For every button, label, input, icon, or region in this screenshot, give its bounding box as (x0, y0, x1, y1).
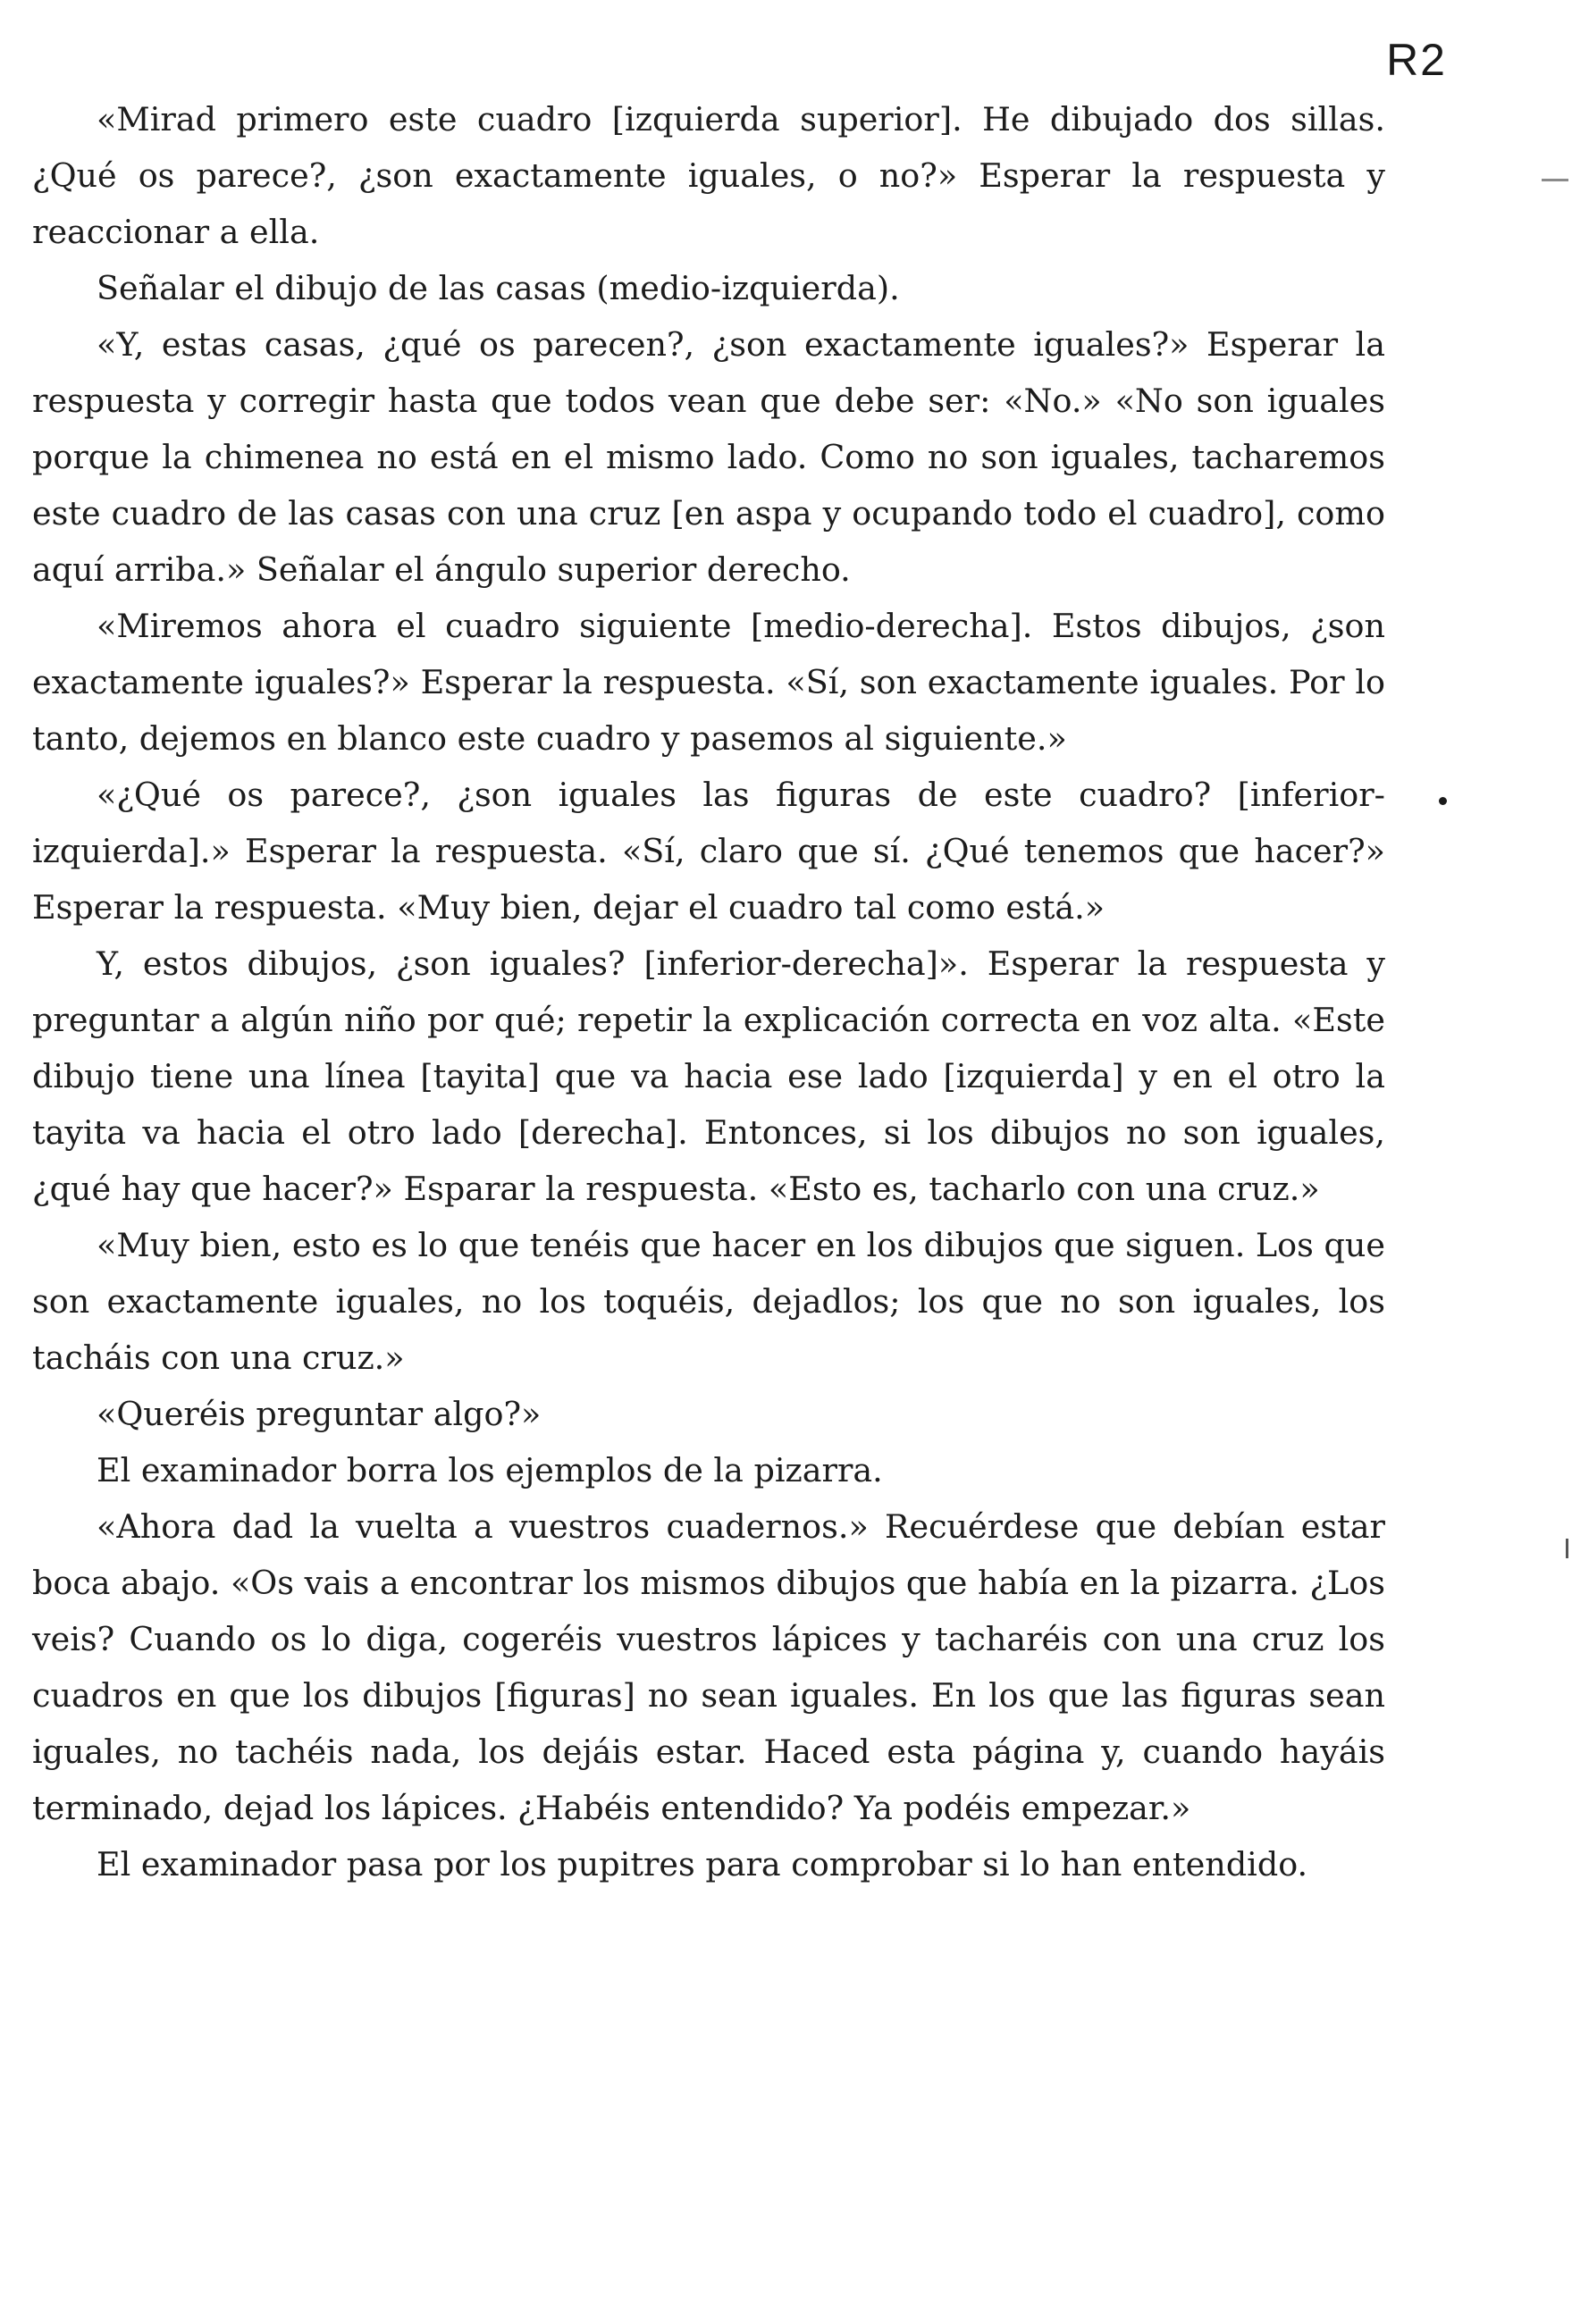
paragraph-9: El examinador borra los ejemplos de la pizarra. (97, 1451, 883, 1489)
handwritten-page-mark: R2 (1386, 35, 1447, 85)
paragraph-5: «¿Qué os parece?, ¿son iguales las figuras de este cuadro? [inferior-izquierda].» Esperar la respuesta. «Sí, claro que sí. ¿Qué tenemos que hacer?» Esperar la respuesta. «Muy bien, dejar el cuadro tal como está.» (32, 776, 1385, 927)
paragraph-6: Y, estos dibujos, ¿son iguales? [inferior-derecha]». Esperar la respuesta y preguntar a algún niño por qué; repetir la explicación correcta en voz alta. «Este dibujo tiene una línea [tayita] que va hacia ese lado [izquierda] y en el otro la tayita va hacia el otro lado [derecha]. Entonces, si los dibujos no son iguales, ¿qué hay que hacer?» Esparar la respuesta. «Esto es, tacharlo con una cruz.» (32, 944, 1385, 1208)
paragraph-3: «Y, estas casas, ¿qué os parecen?, ¿son exactamente iguales?» Esperar la respuesta y corregir hasta que todos vean que debe ser: «No.» «No son iguales porque la chimenea no está en el mismo lado. Como no son iguales, tacharemos este cuadro de las casas con una cruz [en aspa y ocupando todo el cuadro], como aquí arriba.» Señalar el ángulo superior derecho. (32, 325, 1385, 589)
paragraph-8: «Queréis preguntar algo?» (97, 1395, 542, 1433)
paragraph-1: «Mirad primero este cuadro [izquierda superior]. He dibujado dos sillas. ¿Qué os parece?, ¿son exactamente iguales, o no?» Esperar la respuesta y reaccionar a ella. (32, 100, 1385, 251)
margin-dot-mark (1439, 797, 1447, 805)
margin-dash-mark (1542, 179, 1568, 181)
paragraph-11: El examinador pasa por los pupitres para comprobar si lo han entendido. (97, 1845, 1308, 1884)
paragraph-10: «Ahora dad la vuelta a vuestros cuadernos.» Recuérdese que debían estar boca abajo. «Os vais a encontrar los mismos dibujos que había en la pizarra. ¿Los veis? Cuando os lo diga, cogeréis vuestros lápices y tacharéis con una cruz los cuadros en que los dibujos [figuras] no sean iguales. En los que las figuras sean iguales, no tachéis nada, los dejáis estar. Haced esta página y, cuando hayáis terminado, dejad los lápices. ¿Habéis entendido? Ya podéis empezar.» (32, 1507, 1385, 1827)
paragraph-7: «Muy bien, esto es lo que tenéis que hacer en los dibujos que siguen. Los que son exactamente iguales, no los toquéis, dejadlos; los que no son iguales, los tacháis con una cruz.» (32, 1226, 1385, 1377)
paragraph-4: «Miremos ahora el cuadro siguiente [medio-derecha]. Estos dibujos, ¿son exactamente iguales?» Esperar la respuesta. «Sí, son exactamente iguales. Por lo tanto, dejemos en blanco este cuadro y pasemos al siguiente.» (32, 607, 1385, 758)
paragraph-2: Señalar el dibujo de las casas (medio-izquierda). (97, 269, 900, 307)
instructions-text (32, 91, 1385, 1892)
margin-tick-mark (1566, 1539, 1568, 1558)
